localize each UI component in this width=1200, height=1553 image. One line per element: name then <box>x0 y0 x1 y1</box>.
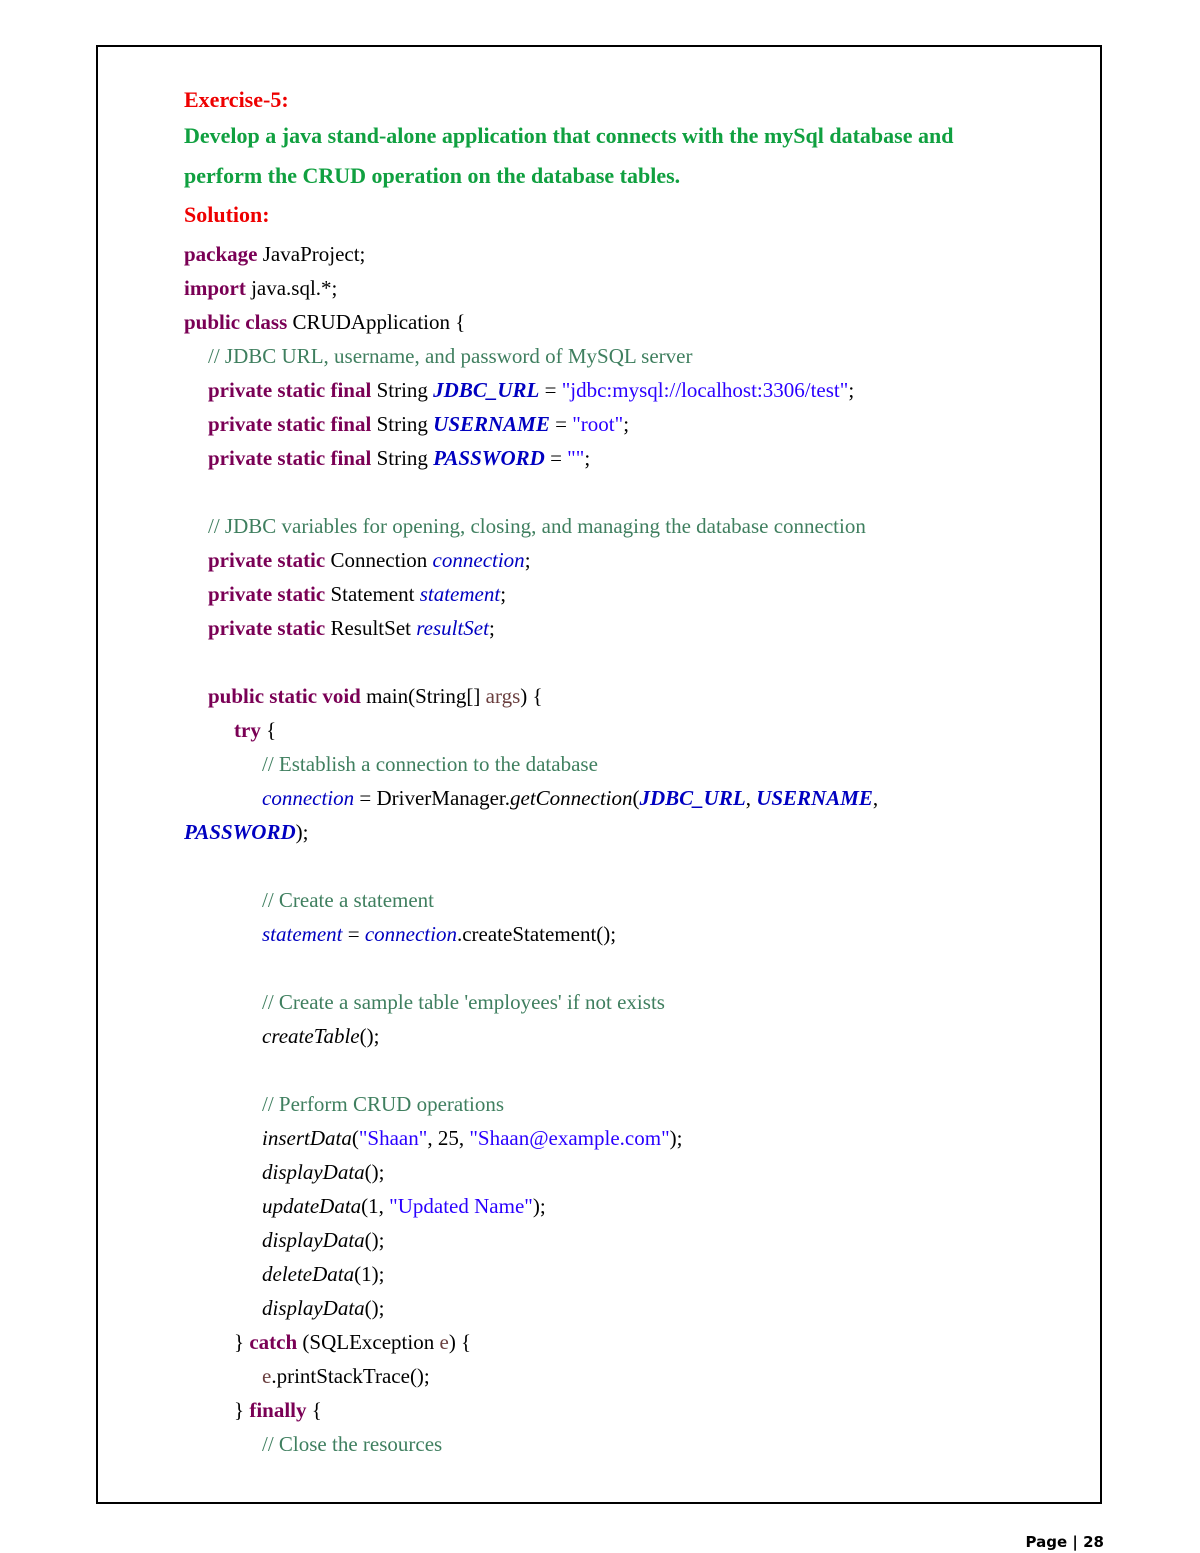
code-line-statement-field: private static Statement statement; <box>208 582 507 606</box>
code-line-main-method: public static void main(String[] args) { <box>208 684 543 708</box>
task-description-line-2: perform the CRUD operation on the database tables. <box>184 163 681 188</box>
code-line-delete-data: deleteData(1); <box>262 1262 385 1286</box>
code-line-jdbc-url: private static final String JDBC_URL = "jdbc:mysql://localhost:3306/test"; <box>208 378 855 402</box>
code-line-display-data: displayData(); <box>262 1296 385 1320</box>
code-line-create-table: createTable(); <box>262 1024 380 1048</box>
code-comment: // Create a sample table 'employees' if not exists <box>262 990 665 1014</box>
code-line-get-connection: connection = DriverManager.getConnection(JDBC_URL, USERNAME, <box>262 786 879 810</box>
page-footer <box>1026 1533 1104 1551</box>
code-line-create-statement: statement = connection.createStatement(); <box>262 922 617 946</box>
exercise-heading: Exercise-5: <box>184 87 289 112</box>
code-line-resultset-field: private static ResultSet resultSet; <box>208 616 495 640</box>
task-description-line-1: Develop a java stand-alone application that connects with the mySql database and <box>184 123 954 148</box>
code-line-print-stack-trace: e.printStackTrace(); <box>262 1364 430 1388</box>
code-line-try: try { <box>234 718 277 742</box>
code-comment: // JDBC URL, username, and password of MySQL server <box>208 344 693 368</box>
code-comment: // Close the resources <box>262 1432 443 1456</box>
page-number: 28 <box>1083 1533 1104 1551</box>
code-line-catch: } catch (SQLException e) { <box>234 1330 472 1354</box>
code-line-get-connection-cont: PASSWORD); <box>184 820 309 844</box>
code-line-connection-field: private static Connection connection; <box>208 548 531 572</box>
code-line-password: private static final String PASSWORD = ""; <box>208 446 591 470</box>
code-line-package: package JavaProject; <box>184 242 366 266</box>
code-line-insert-data: insertData("Shaan", 25, "Shaan@example.com"); <box>262 1126 683 1150</box>
code-comment: // Create a statement <box>262 888 435 912</box>
code-line-class-decl: public class CRUDApplication { <box>184 310 466 334</box>
code-line-username: private static final String USERNAME = "root"; <box>208 412 630 436</box>
code-line-import: import java.sql.*; <box>184 276 338 300</box>
code-line-finally: } finally { <box>234 1398 322 1422</box>
code-comment: // Establish a connection to the database <box>262 752 598 776</box>
code-line-display-data: displayData(); <box>262 1160 385 1184</box>
page-separator: | <box>1072 1533 1078 1551</box>
code-line-display-data: displayData(); <box>262 1228 385 1252</box>
page-label: Page <box>1025 1533 1068 1551</box>
code-comment: // JDBC variables for opening, closing, and managing the database connection <box>208 514 866 538</box>
code-line-update-data: updateData(1, "Updated Name"); <box>262 1194 546 1218</box>
solution-heading: Solution: <box>184 202 270 227</box>
code-comment: // Perform CRUD operations <box>262 1092 505 1116</box>
